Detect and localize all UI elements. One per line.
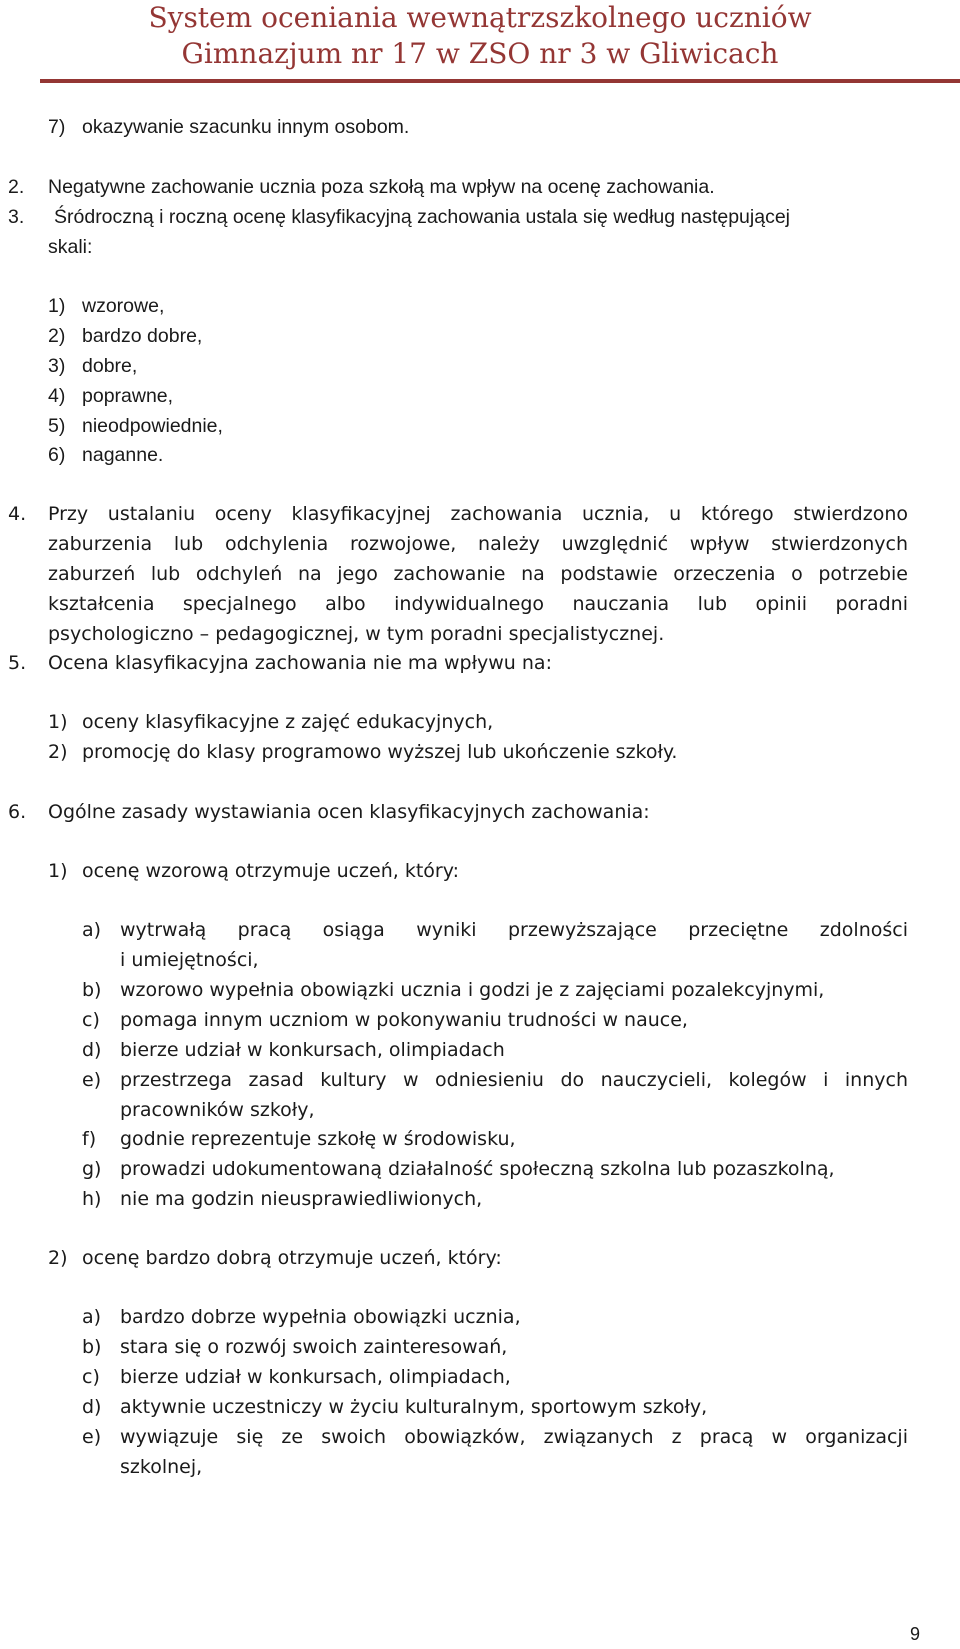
- paragraph-4-line: zaburzenia lub odchylenia rozwojowe, należy uwzględnić wpływ stwierdzonych: [48, 533, 908, 555]
- list-item-text: szkolnej,: [120, 1456, 203, 1478]
- header-title-line1: System oceniania wewnątrzszkolnego uczniów: [148, 1, 812, 34]
- list-item-letter: e): [82, 1426, 102, 1448]
- paragraph-3-continuation: skali:: [48, 236, 93, 258]
- list-item-letter: d): [82, 1039, 102, 1061]
- list-item-text: przestrzega zasad kultury w odniesieniu do nauczycieli, kolegów i innych: [120, 1069, 908, 1091]
- list-item-letter: e): [82, 1069, 102, 1091]
- list-item-letter: c): [82, 1009, 100, 1031]
- list-item-text: bardzo dobrze wypełnia obowiązki ucznia,: [120, 1306, 521, 1328]
- list-item-letter: h): [82, 1188, 102, 1210]
- list-item-text: bierze udział w konkursach, olimpiadach: [120, 1039, 505, 1061]
- list-item-text: pomaga innym uczniom w pokonywaniu trudności w nauce,: [120, 1009, 688, 1031]
- list-item-letter: f): [82, 1128, 97, 1150]
- list-item-text: aktywnie uczestniczy w życiu kulturalnym, sportowym szkoły,: [120, 1396, 708, 1418]
- header-divider: [40, 79, 960, 83]
- paragraph-4-line: Przy ustalaniu oceny klasyfikacyjnej zachowania ucznia, u którego stwierdzono: [48, 503, 908, 525]
- list-item-text: godnie reprezentuje szkołę w środowisku,: [120, 1128, 516, 1150]
- list-item-text: stara się o rozwój swoich zainteresowań,: [120, 1336, 508, 1358]
- list-item-letter: g): [82, 1158, 102, 1180]
- page-number: 9: [909, 1624, 920, 1644]
- header-title-line2: Gimnazjum nr 17 w ZSO nr 3 w Gliwicach: [181, 37, 779, 70]
- paragraph-4-number: 4.: [8, 503, 27, 525]
- list-item-letter: b): [82, 979, 102, 1001]
- list-item-text: pracowników szkoły,: [120, 1099, 315, 1121]
- list-item-text: wzorowo wypełnia obowiązki ucznia i godzi je z zajęciami pozalekcyjnymi,: [120, 979, 825, 1001]
- paragraph-4-line: zaburzeń lub odchyleń na jego zachowanie na podstawie orzeczenia o potrzebie: [48, 563, 908, 585]
- list-item-text: wytrwałą pracą osiąga wyniki przewyższające przeciętne zdolności: [120, 919, 908, 941]
- paragraph-4-line: psychologiczno – pedagogicznej, w tym poradni specjalistycznej.: [48, 623, 665, 645]
- list-item-letter: c): [82, 1366, 100, 1388]
- list-item-text: bierze udział w konkursach, olimpiadach,: [120, 1366, 511, 1388]
- paragraph-4-line: kształcenia specjalnego albo indywidualnego nauczania lub opinii poradni: [48, 593, 908, 615]
- list-item-text: wywiązuje się ze swoich obowiązków, związanych z pracą w organizacji: [120, 1426, 908, 1448]
- list-item-letter: b): [82, 1336, 102, 1358]
- list-item-letter: a): [82, 919, 102, 941]
- list-item-letter: d): [82, 1396, 102, 1418]
- list-item-text: nie ma godzin nieusprawiedliwionych,: [120, 1188, 483, 1210]
- list-item-text: i umiejętności,: [120, 949, 259, 971]
- list-item-text: prowadzi udokumentowaną działalność społeczną szkolna lub pozaszkolną,: [120, 1158, 835, 1180]
- list-item-letter: a): [82, 1306, 102, 1328]
